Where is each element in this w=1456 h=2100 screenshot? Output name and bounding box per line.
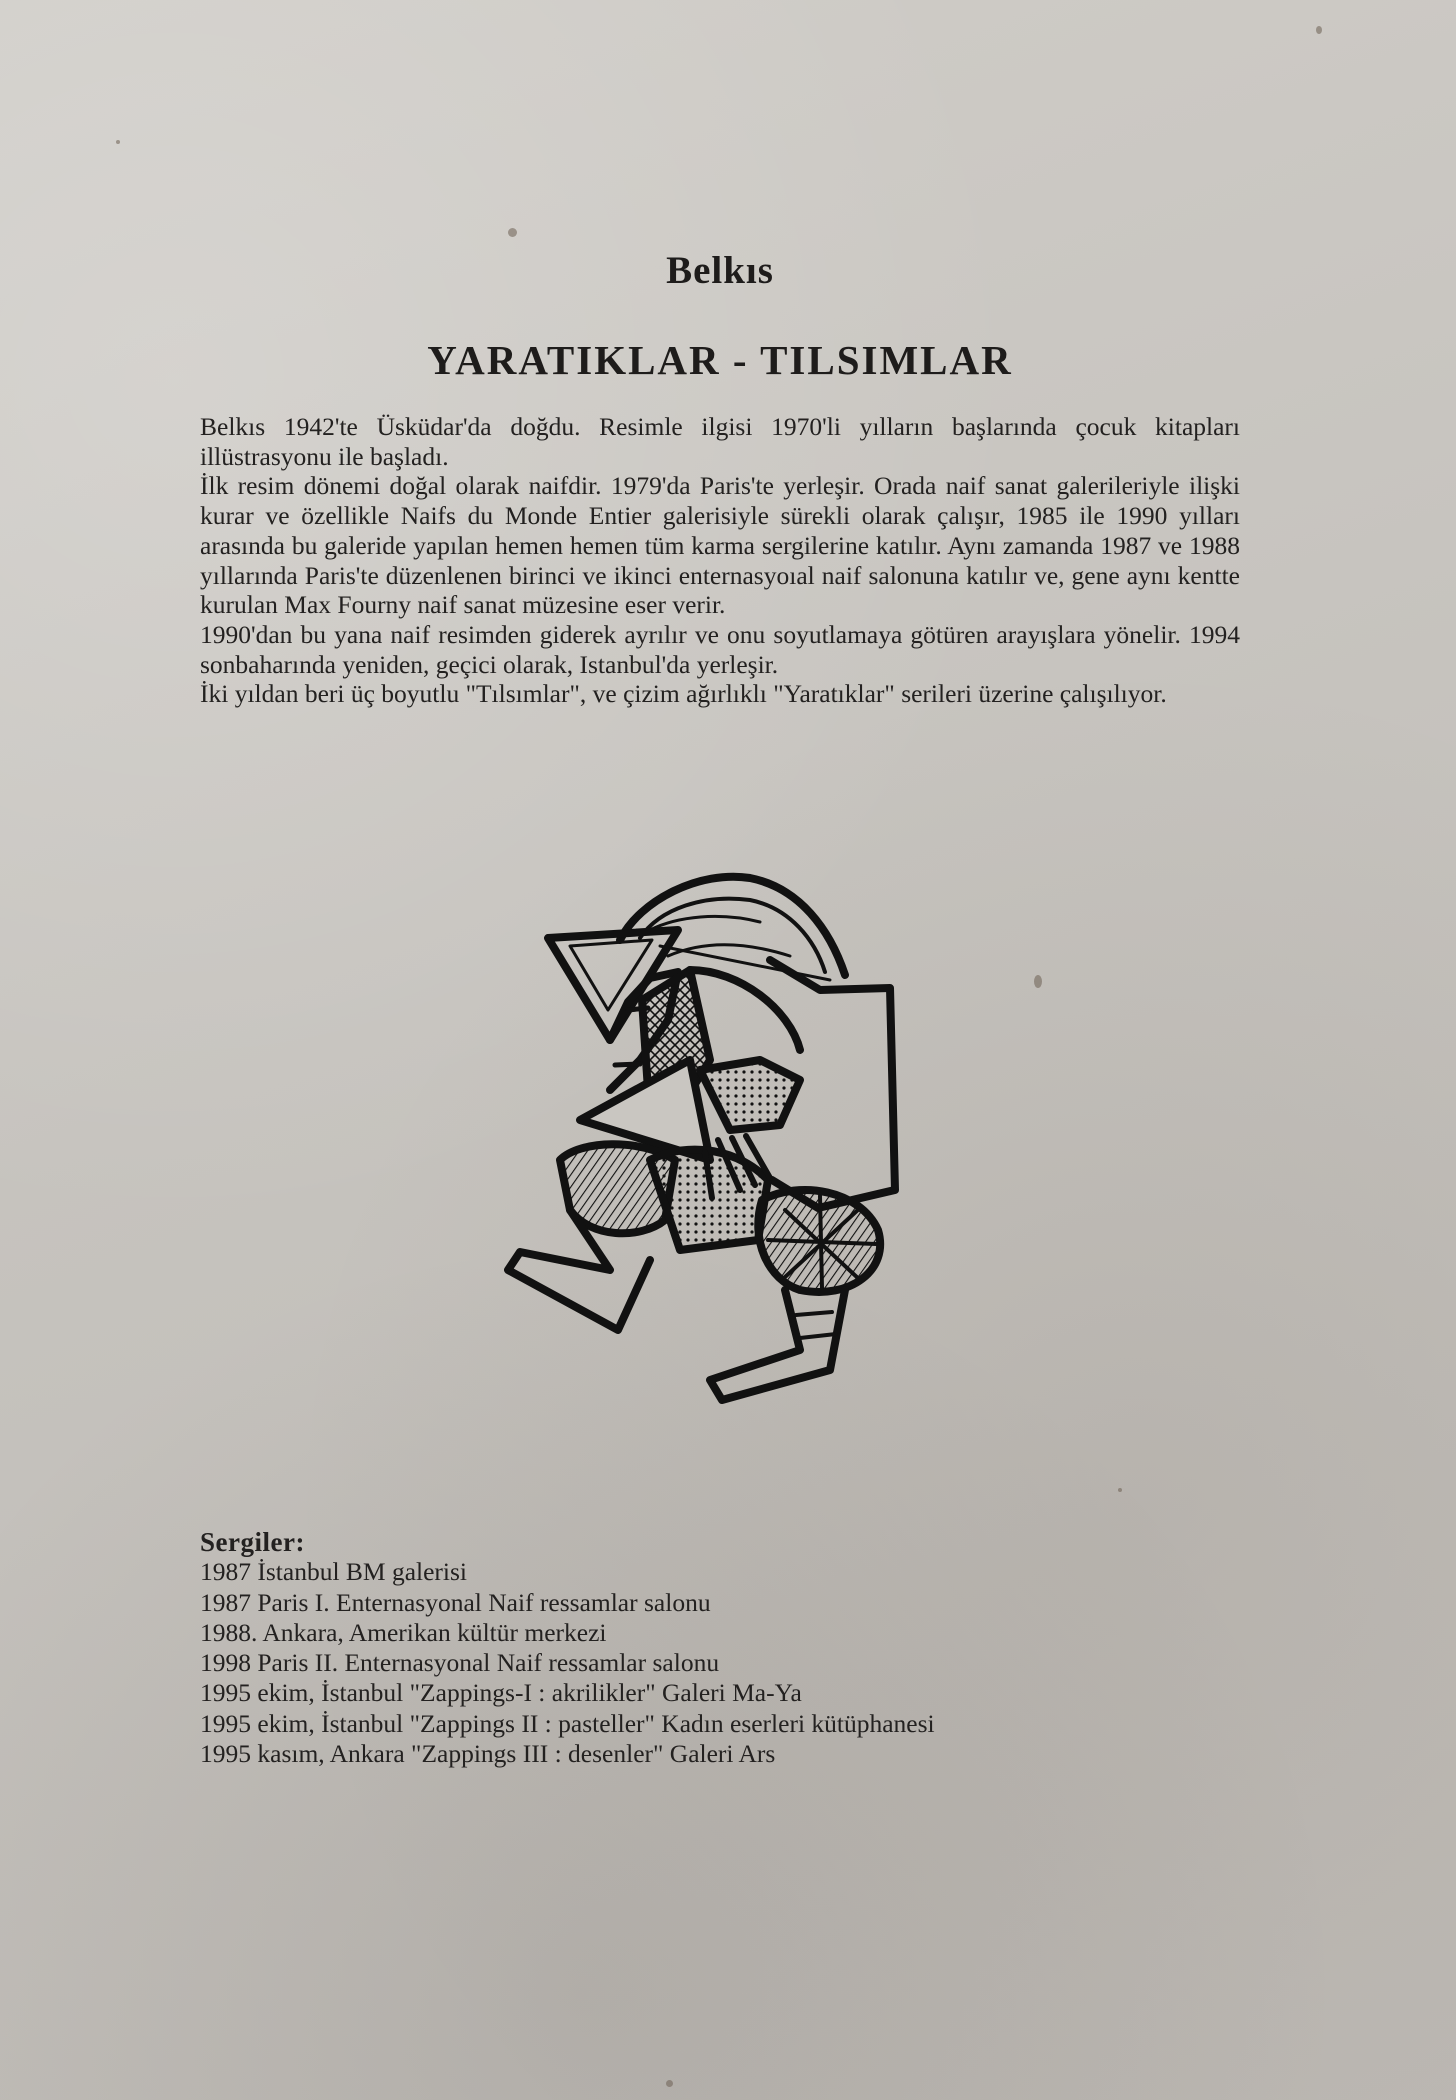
exhibition-item: 1987 Paris I. Enternasyonal Naif ressamlar salonu bbox=[200, 1587, 711, 1617]
exhibition-item: 1995 ekim, İstanbul "Zappings II : pasteller" Kadın eserleri kütüphanesi bbox=[200, 1708, 935, 1738]
paper-speck bbox=[1034, 975, 1042, 988]
exhibition-item: 1987 İstanbul BM galerisi bbox=[200, 1557, 468, 1587]
exhibitions-list bbox=[200, 1557, 1100, 1769]
paper-speck bbox=[666, 2080, 673, 2087]
page-title: YARATIKLAR - TILSIMLAR bbox=[427, 337, 1013, 383]
exhibition-item: 1995 kasım, Ankara "Zappings III : desenler" Galeri Ars bbox=[200, 1739, 776, 1769]
walking-creature-ink-drawing-icon bbox=[500, 860, 940, 1420]
exhibitions-section bbox=[200, 1527, 1100, 1769]
paper-speck bbox=[508, 228, 517, 237]
author-name: Belkıs bbox=[666, 249, 774, 292]
biography-text bbox=[200, 412, 1240, 709]
exhibitions-heading: Sergiler: bbox=[200, 1527, 305, 1557]
exhibition-item: 1988. Ankara, Amerikan kültür merkezi bbox=[200, 1617, 607, 1647]
exhibition-item: 1998 Paris II. Enternasyonal Naif ressamlar salonu bbox=[200, 1648, 720, 1678]
bio-paragraph: İki yıldan beri üç boyutlu "Tılsımlar", ve çizim ağırlıklı "Yaratıklar" serileri üzerine çalışılıyor. bbox=[200, 679, 1167, 709]
paper-speck bbox=[116, 140, 120, 144]
bio-paragraph: 1990'dan bu yana naif resimden giderek ayrılır ve onu soyutlamaya götüren arayışlara yönelir. 1994 sonbaharında yeniden, geçici olarak, Istanbul'da yerleşir. bbox=[200, 619, 1240, 679]
paper-speck bbox=[1316, 26, 1322, 34]
paper-speck bbox=[1118, 1488, 1122, 1492]
bio-paragraph: İlk resim dönemi doğal olarak naifdir. 1979'da Paris'te yerleşir. Orada naif sanat galerileriyle ilişki kurar ve özellikle Naifs du Monde Entier galerisiyle sürekli olarak çalışır, 1985 ile 1990 yılları arasında bu galeride yapılan hemen hemen tüm karma sergilerine katılır. Aynı zamanda 1987 ve 1988 yıllarında Paris'te düzenlenen birinci ve ikinci enternasyoıal naif salonuna katılır ve, gene aynı kentte kurulan Max Fourny naif sanat müzesine eser verir. bbox=[200, 471, 1240, 620]
exhibition-item: 1995 ekim, İstanbul "Zappings-I : akrilikler" Galeri Ma-Ya bbox=[200, 1678, 802, 1708]
bio-paragraph: Belkıs 1942'te Üsküdar'da doğdu. Resimle ilgisi 1970'li yılların başlarında çocuk kitapları illüstrasyonu ile başladı. bbox=[200, 412, 1240, 471]
